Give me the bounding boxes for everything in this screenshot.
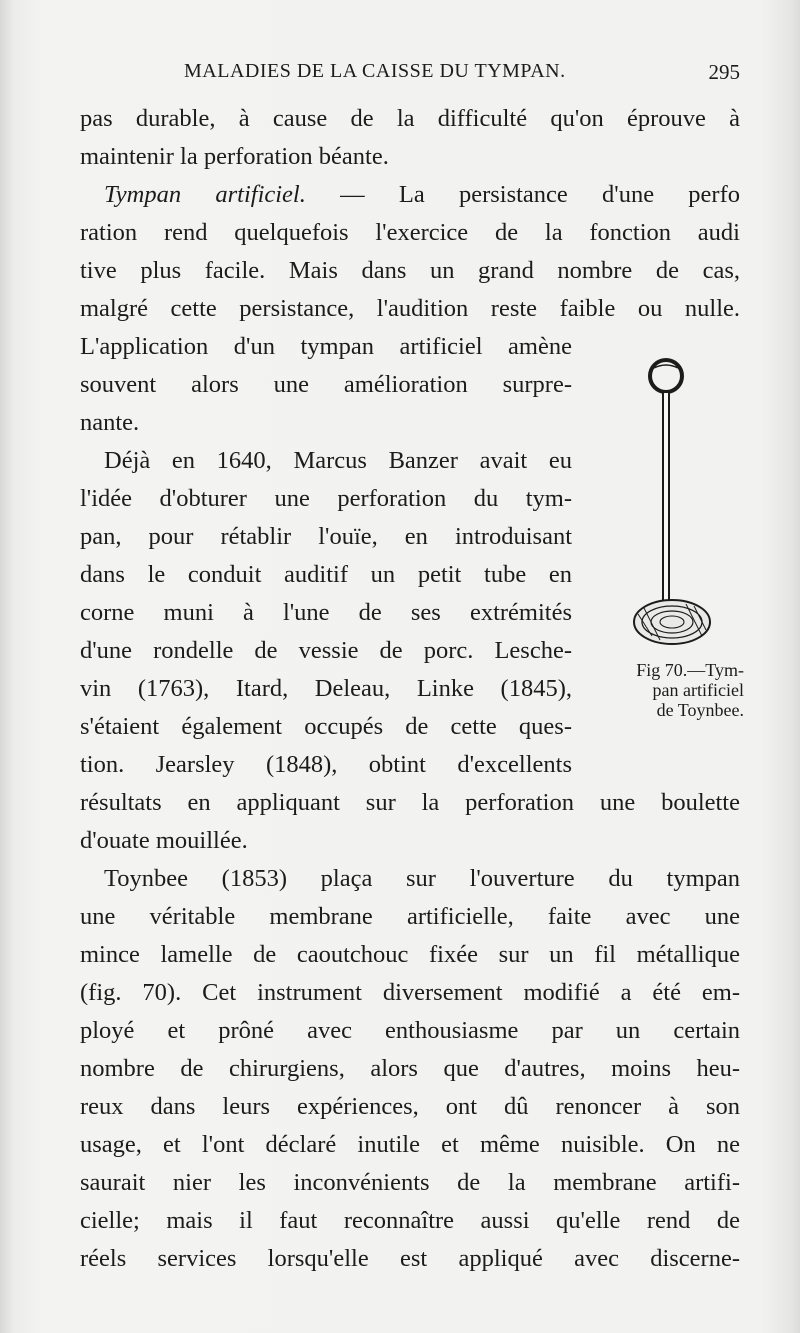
text-line: Toynbee (1853) plaça sur l'ouverture du tympan xyxy=(104,865,740,892)
text-line: Déjà en 1640, Marcus Banzer avait eu xyxy=(104,447,572,474)
text-line: maintenir la perforation béante. xyxy=(80,143,389,170)
section-heading-rest: — La persistance d'une perfo xyxy=(340,181,741,208)
text-line: pan, pour rétablir l'ouïe, en introduisant xyxy=(80,523,572,550)
text-line: usage, et l'ont déclaré inutile et même nuisible. On ne xyxy=(80,1131,740,1158)
text-line: L'application d'un tympan artificiel amène xyxy=(80,333,572,360)
text-line: corne muni à l'une de ses extrémités xyxy=(80,599,572,626)
text-line-section-start xyxy=(80,176,740,214)
text-line: une véritable membrane artificielle, faite avec une xyxy=(80,903,740,930)
text-line: souvent alors une amélioration surpre- xyxy=(80,371,572,398)
text-line: tion. Jearsley (1848), obtint d'excellents xyxy=(80,751,572,778)
caption-line: Fig 70.—Tym- xyxy=(636,660,744,680)
running-title: MALADIES DE LA CAISSE DU TYMPAN. xyxy=(184,60,566,82)
text-line: l'idée d'obturer une perforation du tym- xyxy=(80,485,572,512)
page-number: 295 xyxy=(708,60,740,84)
text-line: malgré cette persistance, l'audition reste faible ou nulle. xyxy=(80,295,740,322)
text-line: tive plus facile. Mais dans un grand nombre de cas, xyxy=(80,257,740,284)
text-line: réels services lorsqu'elle est appliqué avec discerne- xyxy=(80,1245,740,1272)
text-line: mince lamelle de caoutchouc fixée sur un fil métallique xyxy=(80,941,740,968)
text-line: cielle; mais il faut reconnaître aussi qu'elle rend de xyxy=(80,1207,740,1234)
figure-caption xyxy=(604,660,744,720)
artificial-tympanum-illustration xyxy=(632,352,732,652)
text-line: ration rend quelquefois l'exercice de la fonction audi xyxy=(80,219,740,246)
text-line: résultats en appliquant sur la perforation une boulette xyxy=(80,789,740,816)
text-line: nante. xyxy=(80,409,140,436)
text-line: d'une rondelle de vessie de porc. Lesche- xyxy=(80,637,572,664)
text-line: (fig. 70). Cet instrument diversement modifié a été em- xyxy=(80,979,740,1006)
caption-line: pan artificiel xyxy=(652,680,744,700)
text-line: ployé et prôné avec enthousiasme par un certain xyxy=(80,1017,740,1044)
section-heading-tympan-artificiel: Tympan artificiel. xyxy=(104,181,306,208)
page-header xyxy=(80,60,740,90)
text-line: s'étaient également occupés de cette ques- xyxy=(80,713,572,740)
text-line: reux dans leurs expériences, ont dû renoncer à son xyxy=(80,1093,740,1120)
text-line: saurait nier les inconvénients de la membrane artifi- xyxy=(80,1169,740,1196)
text-line: dans le conduit auditif un petit tube en xyxy=(80,561,572,588)
text-line: nombre de chirurgiens, alors que d'autres, moins heu- xyxy=(80,1055,740,1082)
text-line: pas durable, à cause de la difficulté qu'on éprouve à xyxy=(80,105,740,132)
text-line: d'ouate mouillée. xyxy=(80,827,248,854)
text-line: vin (1763), Itard, Deleau, Linke (1845), xyxy=(80,675,572,702)
caption-line: de Toynbee. xyxy=(656,700,744,720)
